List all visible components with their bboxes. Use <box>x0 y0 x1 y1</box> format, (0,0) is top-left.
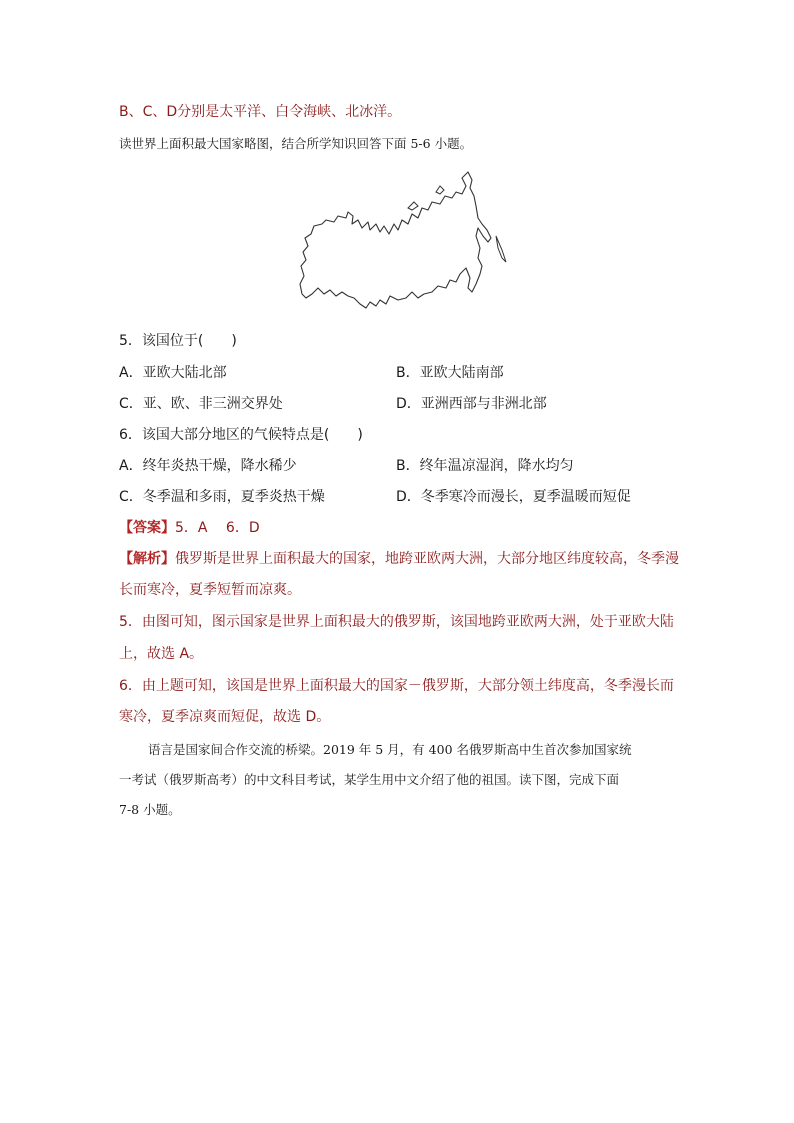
next-intro-line-1: 语言是国家间合作交流的桥梁。2019 年 5 月，有 400 名俄罗斯高中生首次参加国家统 <box>148 742 632 757</box>
q6-stem: 6．该国大部分地区的气候特点是( ) <box>119 427 363 443</box>
analysis-q5-line-2: 上，故选 A。 <box>119 646 204 662</box>
group-intro: 读世界上面积最大国家略图，结合所学知识回答下面 5-6 小题。 <box>119 136 473 151</box>
q6-option-a: A．终年炎热干燥，降水稀少 <box>119 458 297 474</box>
analysis-line-1 <box>119 550 679 568</box>
next-intro-line-2: 一考试（俄罗斯高考）的中文科目考试，某学生用中文介绍了他的祖国。读下图，完成下面 <box>119 772 620 787</box>
russia-outline-map-icon <box>290 166 520 316</box>
analysis-q5-line-1: 5．由图可知，图示国家是世界上面积最大的俄罗斯，该国地跨亚欧两大洲，处于亚欧大陆 <box>119 614 674 630</box>
q5-option-a: A．亚欧大陆北部 <box>119 365 227 381</box>
q6-option-c: C．冬季温和多雨，夏季炎热干燥 <box>119 489 325 505</box>
next-intro-line-3: 7-8 小题。 <box>119 802 181 817</box>
analysis-line-2: 长而寒冷，夏季短暂而凉爽。 <box>119 582 301 598</box>
q5-stem: 5．该国位于( ) <box>119 333 237 349</box>
intro-answer: B、C、D分别是太平洋、白令海峡、北冰洋。 <box>119 104 402 120</box>
russia-map <box>290 166 520 316</box>
q5-option-d: D．亚洲西部与非洲北部 <box>396 396 547 412</box>
q6-option-d: D．冬季寒冷而漫长，夏季温暖而短促 <box>396 489 631 505</box>
analysis-q6-line-2: 寒冷，夏季凉爽而短促，故选 D。 <box>119 709 331 725</box>
answer-label: 【答案】 <box>119 520 175 536</box>
answer-line <box>119 519 260 537</box>
q6-option-b: B．终年温凉湿润，降水均匀 <box>396 458 574 474</box>
q5-option-b: B．亚欧大陆南部 <box>396 365 504 381</box>
analysis-q6-line-1: 6．由上题可知，该国是世界上面积最大的国家－俄罗斯，大部分领土纬度高，冬季漫长而 <box>119 678 674 694</box>
analysis-label: 【解析】 <box>119 551 175 567</box>
answer-text: 5．A 6．D <box>175 520 260 536</box>
analysis-text-1: 俄罗斯是世界上面积最大的国家，地跨亚欧两大洲，大部分地区纬度较高，冬季漫 <box>175 551 679 567</box>
q5-option-c: C．亚、欧、非三洲交界处 <box>119 396 283 412</box>
